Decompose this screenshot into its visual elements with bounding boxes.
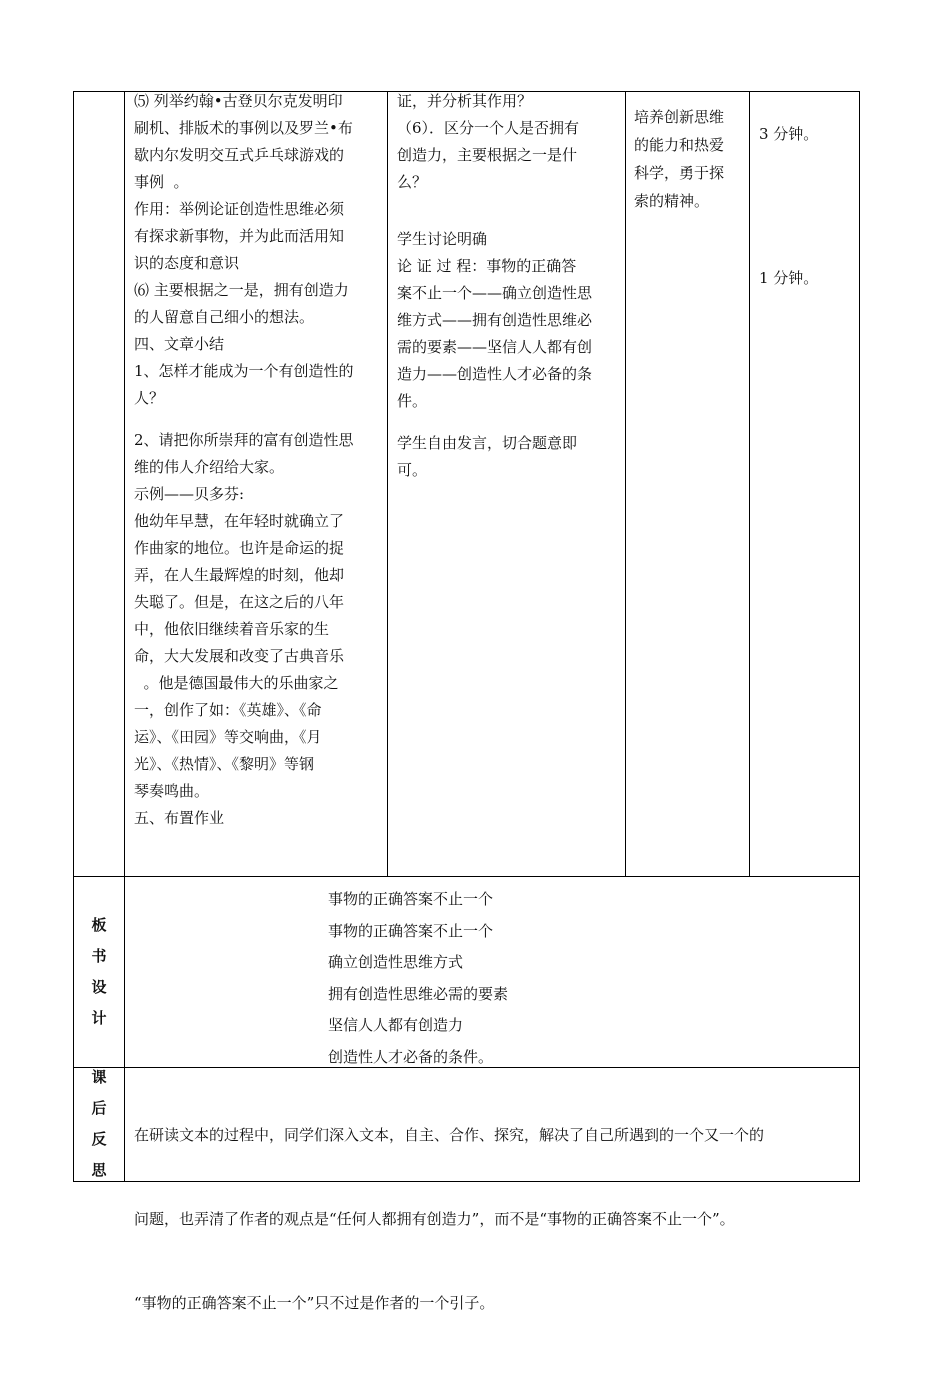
content-line: 琴奏鸣曲。 xyxy=(134,782,210,800)
reflection-label-char: 反 xyxy=(91,1130,107,1148)
content-line: 歇内尔发明交互式乒乓球游戏的 xyxy=(134,146,345,164)
activity-line xyxy=(397,211,623,226)
board-line: 事物的正确答案不止一个 xyxy=(328,890,494,908)
content-line: 示例——贝多芬: xyxy=(134,485,245,503)
reflection-label-char: 后 xyxy=(91,1099,107,1117)
content-line: 1、怎样才能成为一个有创造性的 xyxy=(134,362,354,380)
goal-line: 培养创新思维 xyxy=(634,108,725,126)
activity-line: 证，并分析其作用？ xyxy=(397,92,533,110)
activity-line: 案不止一个——确立创造性思 xyxy=(397,284,593,302)
content-line: 运》、《田园》等交响曲，《月 xyxy=(134,728,322,746)
content-line: 五、布置作业 xyxy=(134,809,225,827)
activity-line: 维方式——拥有创造性思维必 xyxy=(397,311,593,329)
activity-line: 学生讨论明确 xyxy=(397,230,488,248)
goal-line: 的能力和热爱 xyxy=(634,136,725,154)
content-line: 2、请把你所崇拜的富有创造性思 xyxy=(134,431,354,449)
board-design-content xyxy=(328,884,728,1073)
goal-line: 科学，勇于探 xyxy=(634,164,725,182)
activity-line xyxy=(397,415,623,430)
student-activity-cell xyxy=(397,88,623,484)
content-line: 有探求新事物，并为此而活用知 xyxy=(134,227,345,245)
content-line: 一，创作了如：《英雄》、《命 xyxy=(134,701,322,719)
board-line: 拥有创造性思维必需的要素 xyxy=(328,984,509,1003)
content-line: 命，大大发展和改变了古典音乐 xyxy=(134,647,345,665)
time-allocation-2: 1 分钟。 xyxy=(759,269,819,287)
content-line: ⑹ 主要根据之一是，拥有创造力 xyxy=(134,281,349,299)
content-line: 他幼年早慧，在年轻时就确立了 xyxy=(134,512,345,530)
content-line: 作曲家的地位。也许是命运的捉 xyxy=(134,539,345,557)
label-column-divider xyxy=(124,91,125,1182)
board-line: 事物的正确答案不止一个 xyxy=(328,921,494,940)
reflection-label-char: 课 xyxy=(91,1068,107,1086)
content-line: 。他是德国最伟大的乐曲家之 xyxy=(134,674,339,692)
reflection-label-char: 思 xyxy=(91,1161,107,1179)
activity-line: （6）．区分一个人是否拥有 xyxy=(397,119,580,137)
content-line: 人？ xyxy=(134,389,165,407)
board-line: 创造性人才必备的条件。 xyxy=(328,1047,494,1066)
time-allocation-1: 3 分钟。 xyxy=(759,125,819,143)
reflection-line: 问题，也弄清了作者的观点是“任何人都拥有创造力”，而不是“事物的正确答案不止一个”。 xyxy=(134,1210,735,1228)
goal-line: 索的精神。 xyxy=(634,192,710,210)
board-line: 确立创造性思维方式 xyxy=(328,953,464,971)
activity-line xyxy=(397,196,623,211)
column-divider-2 xyxy=(387,91,388,877)
board-label-char: 设 xyxy=(91,978,107,996)
reflection-label xyxy=(74,1062,124,1186)
board-line: 坚信人人都有创造力 xyxy=(328,1016,464,1034)
board-label-char: 计 xyxy=(91,1009,107,1027)
content-line: ⑸ 列举约翰•古登贝尔克发明印 xyxy=(134,92,343,110)
content-line: 的人留意自己细小的想法。 xyxy=(134,308,315,326)
teaching-goal-cell xyxy=(634,103,746,215)
content-line xyxy=(134,412,384,427)
teaching-content-cell xyxy=(134,88,384,832)
content-line: 识的态度和意识 xyxy=(134,254,240,272)
board-design-label xyxy=(74,910,124,1034)
content-line: 光》、《热情》、《黎明》等钢 xyxy=(134,755,315,773)
content-line: 作用：举例论证创造性思维必须 xyxy=(134,200,345,218)
reflection-content xyxy=(134,1065,856,1373)
activity-line: 学生自由发言，切合题意即 xyxy=(397,434,578,452)
board-label-char: 书 xyxy=(91,947,107,965)
content-line: 事例 。 xyxy=(134,173,189,191)
reflection-line: “事物的正确答案不止一个”只不过是作者的一个引子。 xyxy=(134,1294,495,1312)
activity-line: 论 证 过 程：事物的正确答 xyxy=(397,257,577,275)
column-divider-4 xyxy=(749,91,750,877)
board-row-top-border xyxy=(73,876,860,877)
content-line: 弄，在人生最辉煌的时刻，他却 xyxy=(134,566,345,584)
table-right-border xyxy=(859,91,860,1182)
reflection-line: 在研读文本的过程中，同学们深入文本，自主、合作、探究，解决了自己所遇到的一个又一个的 xyxy=(134,1126,765,1144)
activity-line: 件。 xyxy=(397,392,428,410)
content-line: 失聪了。但是，在这之后的八年 xyxy=(134,593,345,611)
content-line: 中，他依旧继续着音乐家的生 xyxy=(134,620,330,638)
activity-line: 可。 xyxy=(397,461,428,479)
activity-line: 么？ xyxy=(397,173,428,191)
board-label-char: 板 xyxy=(91,916,107,934)
activity-line: 造力——创造性人才必备的条 xyxy=(397,365,593,383)
column-divider-3 xyxy=(625,91,626,877)
content-line: 四、文章小结 xyxy=(134,335,225,353)
activity-line: 需的要素——坚信人人都有创 xyxy=(397,338,593,356)
activity-line: 创造力，主要根据之一是什 xyxy=(397,146,578,164)
content-line: 维的伟人介绍给大家。 xyxy=(134,458,285,476)
content-line: 刷机、排版术的事例以及罗兰•布 xyxy=(134,119,353,137)
